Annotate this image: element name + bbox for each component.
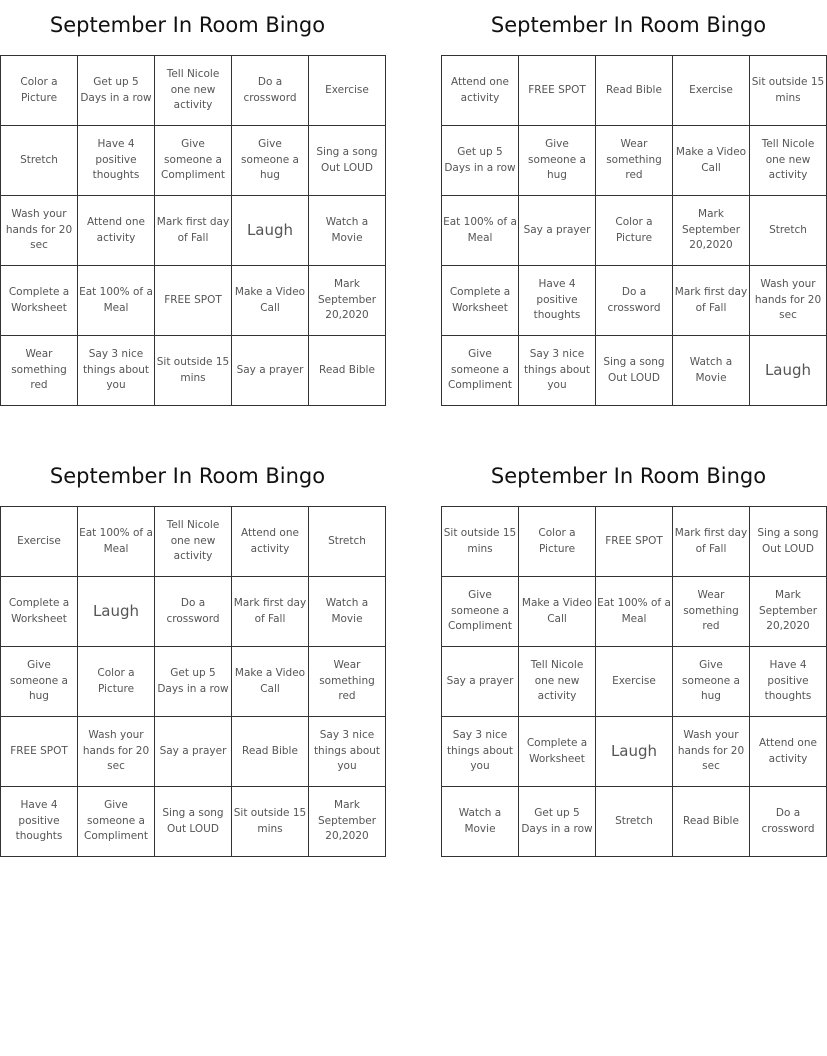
bingo-row — [1, 126, 386, 196]
bingo-cell: Give someone a hug — [519, 126, 596, 196]
bingo-cell: Watch a Movie — [673, 336, 750, 406]
bingo-cell: Watch a Movie — [442, 787, 519, 857]
bingo-cell: Make a Video Call — [673, 126, 750, 196]
bingo-cell: Say a prayer — [232, 336, 309, 406]
bingo-cell: Read Bible — [596, 56, 673, 126]
bingo-cell: Watch a Movie — [309, 577, 386, 647]
bingo-cell: FREE SPOT — [155, 266, 232, 336]
bingo-cell: Sing a song Out LOUD — [596, 336, 673, 406]
bingo-cell: Laugh — [750, 336, 827, 406]
card-title: September In Room Bingo — [49, 464, 326, 488]
bingo-cell: Have 4 positive thoughts — [519, 266, 596, 336]
bingo-cell: Get up 5 Days in a row — [155, 647, 232, 717]
bingo-cell: Wear something red — [673, 577, 750, 647]
bingo-cell: Give someone a hug — [1, 647, 78, 717]
bingo-row — [442, 56, 827, 126]
bingo-card-3 — [0, 464, 381, 857]
bingo-cell: FREE SPOT — [1, 717, 78, 787]
bingo-cell: Do a crossword — [596, 266, 673, 336]
bingo-row — [442, 787, 827, 857]
card-title: September In Room Bingo — [490, 464, 767, 488]
bingo-cell: Say 3 nice things about you — [519, 336, 596, 406]
bingo-cell: Mark first day of Fall — [155, 196, 232, 266]
bingo-cell: Complete a Worksheet — [442, 266, 519, 336]
bingo-cell: Laugh — [78, 577, 155, 647]
bingo-row — [1, 56, 386, 126]
bingo-cell: Watch a Movie — [309, 196, 386, 266]
bingo-cell: Mark first day of Fall — [232, 577, 309, 647]
bingo-cell: Color a Picture — [1, 56, 78, 126]
bingo-cell: Get up 5 Days in a row — [442, 126, 519, 196]
bingo-cell: Color a Picture — [596, 196, 673, 266]
bingo-cell: Sing a song Out LOUD — [309, 126, 386, 196]
bingo-cell: Tell Nicole one new activity — [155, 56, 232, 126]
bingo-cell: Mark September 20,2020 — [750, 577, 827, 647]
bingo-cell: Exercise — [673, 56, 750, 126]
bingo-cell: Have 4 positive thoughts — [78, 126, 155, 196]
bingo-cell: Give someone a Compliment — [78, 787, 155, 857]
bingo-row — [442, 647, 827, 717]
bingo-cell: Give someone a Compliment — [442, 577, 519, 647]
bingo-cell: Mark September 20,2020 — [309, 266, 386, 336]
bingo-cell: Wear something red — [309, 647, 386, 717]
bingo-cell: Have 4 positive thoughts — [1, 787, 78, 857]
bingo-cell: Sit outside 15 mins — [232, 787, 309, 857]
bingo-cell: FREE SPOT — [519, 56, 596, 126]
bingo-cell: Read Bible — [309, 336, 386, 406]
bingo-cell: Sing a song Out LOUD — [750, 507, 827, 577]
bingo-row — [442, 336, 827, 406]
bingo-cell: Exercise — [1, 507, 78, 577]
bingo-cell: Say a prayer — [155, 717, 232, 787]
bingo-row — [1, 507, 386, 577]
bingo-cell: Mark first day of Fall — [673, 266, 750, 336]
bingo-row — [1, 787, 386, 857]
bingo-cell: Attend one activity — [442, 56, 519, 126]
bingo-cell: Stretch — [1, 126, 78, 196]
bingo-cell: Give someone a hug — [232, 126, 309, 196]
bingo-cell: Do a crossword — [155, 577, 232, 647]
bingo-cell: Have 4 positive thoughts — [750, 647, 827, 717]
bingo-cell: Make a Video Call — [232, 266, 309, 336]
bingo-cell: Wash your hands for 20 sec — [750, 266, 827, 336]
bingo-cell: Complete a Worksheet — [519, 717, 596, 787]
bingo-cell: Attend one activity — [232, 507, 309, 577]
bingo-cell: Do a crossword — [232, 56, 309, 126]
bingo-cell: Laugh — [232, 196, 309, 266]
bingo-cell: Exercise — [596, 647, 673, 717]
bingo-row — [442, 717, 827, 787]
bingo-card-4 — [441, 464, 819, 857]
bingo-cell: Sit outside 15 mins — [750, 56, 827, 126]
bingo-cell: Say a prayer — [442, 647, 519, 717]
bingo-cell: Attend one activity — [750, 717, 827, 787]
bingo-row — [1, 717, 386, 787]
bingo-cell: Say 3 nice things about you — [442, 717, 519, 787]
bingo-cell: Eat 100% of a Meal — [442, 196, 519, 266]
bingo-card-1 — [0, 13, 378, 406]
bingo-cell: Wash your hands for 20 sec — [1, 196, 78, 266]
bingo-cell: Complete a Worksheet — [1, 266, 78, 336]
card-title: September In Room Bingo — [49, 13, 326, 37]
bingo-cell: Do a crossword — [750, 787, 827, 857]
bingo-cell: Laugh — [596, 717, 673, 787]
bingo-grid — [441, 55, 827, 406]
bingo-cell: Color a Picture — [78, 647, 155, 717]
bingo-cell: Tell Nicole one new activity — [750, 126, 827, 196]
bingo-cell: Mark first day of Fall — [673, 507, 750, 577]
bingo-cell: Say a prayer — [519, 196, 596, 266]
bingo-cell: Stretch — [750, 196, 827, 266]
bingo-row — [1, 266, 386, 336]
bingo-cell: Give someone a Compliment — [442, 336, 519, 406]
bingo-cell: Eat 100% of a Meal — [78, 507, 155, 577]
bingo-cell: Wash your hands for 20 sec — [673, 717, 750, 787]
bingo-row — [442, 196, 827, 266]
bingo-cell: Say 3 nice things about you — [309, 717, 386, 787]
bingo-card-2 — [441, 13, 825, 406]
bingo-grid — [0, 506, 386, 857]
bingo-row — [1, 647, 386, 717]
bingo-cell: Read Bible — [232, 717, 309, 787]
bingo-row — [1, 196, 386, 266]
bingo-cell: Tell Nicole one new activity — [519, 647, 596, 717]
bingo-grid — [0, 55, 386, 406]
bingo-cell: Wash your hands for 20 sec — [78, 717, 155, 787]
bingo-cell: Attend one activity — [78, 196, 155, 266]
bingo-cell: Stretch — [596, 787, 673, 857]
card-title: September In Room Bingo — [490, 13, 767, 37]
bingo-cell: Sit outside 15 mins — [442, 507, 519, 577]
bingo-cell: Eat 100% of a Meal — [78, 266, 155, 336]
bingo-cell: Tell Nicole one new activity — [155, 507, 232, 577]
bingo-cell: Get up 5 Days in a row — [519, 787, 596, 857]
bingo-cell: Sit outside 15 mins — [155, 336, 232, 406]
bingo-cell: Complete a Worksheet — [1, 577, 78, 647]
bingo-row — [1, 577, 386, 647]
bingo-cell: Sing a song Out LOUD — [155, 787, 232, 857]
bingo-cell: Mark September 20,2020 — [673, 196, 750, 266]
bingo-cell: Make a Video Call — [232, 647, 309, 717]
bingo-row — [442, 126, 827, 196]
bingo-row — [1, 336, 386, 406]
bingo-grid — [441, 506, 827, 857]
bingo-cell: Wear something red — [596, 126, 673, 196]
bingo-cell: Give someone a Compliment — [155, 126, 232, 196]
bingo-cell: Eat 100% of a Meal — [596, 577, 673, 647]
bingo-row — [442, 507, 827, 577]
bingo-cell: Give someone a hug — [673, 647, 750, 717]
bingo-cell: Get up 5 Days in a row — [78, 56, 155, 126]
bingo-cell: Say 3 nice things about you — [78, 336, 155, 406]
bingo-cell: Exercise — [309, 56, 386, 126]
bingo-cell: Make a Video Call — [519, 577, 596, 647]
bingo-cell: Color a Picture — [519, 507, 596, 577]
bingo-cell: Mark September 20,2020 — [309, 787, 386, 857]
bingo-row — [442, 577, 827, 647]
bingo-cell: Read Bible — [673, 787, 750, 857]
bingo-cell: Wear something red — [1, 336, 78, 406]
bingo-row — [442, 266, 827, 336]
bingo-cell: Stretch — [309, 507, 386, 577]
bingo-cell: FREE SPOT — [596, 507, 673, 577]
